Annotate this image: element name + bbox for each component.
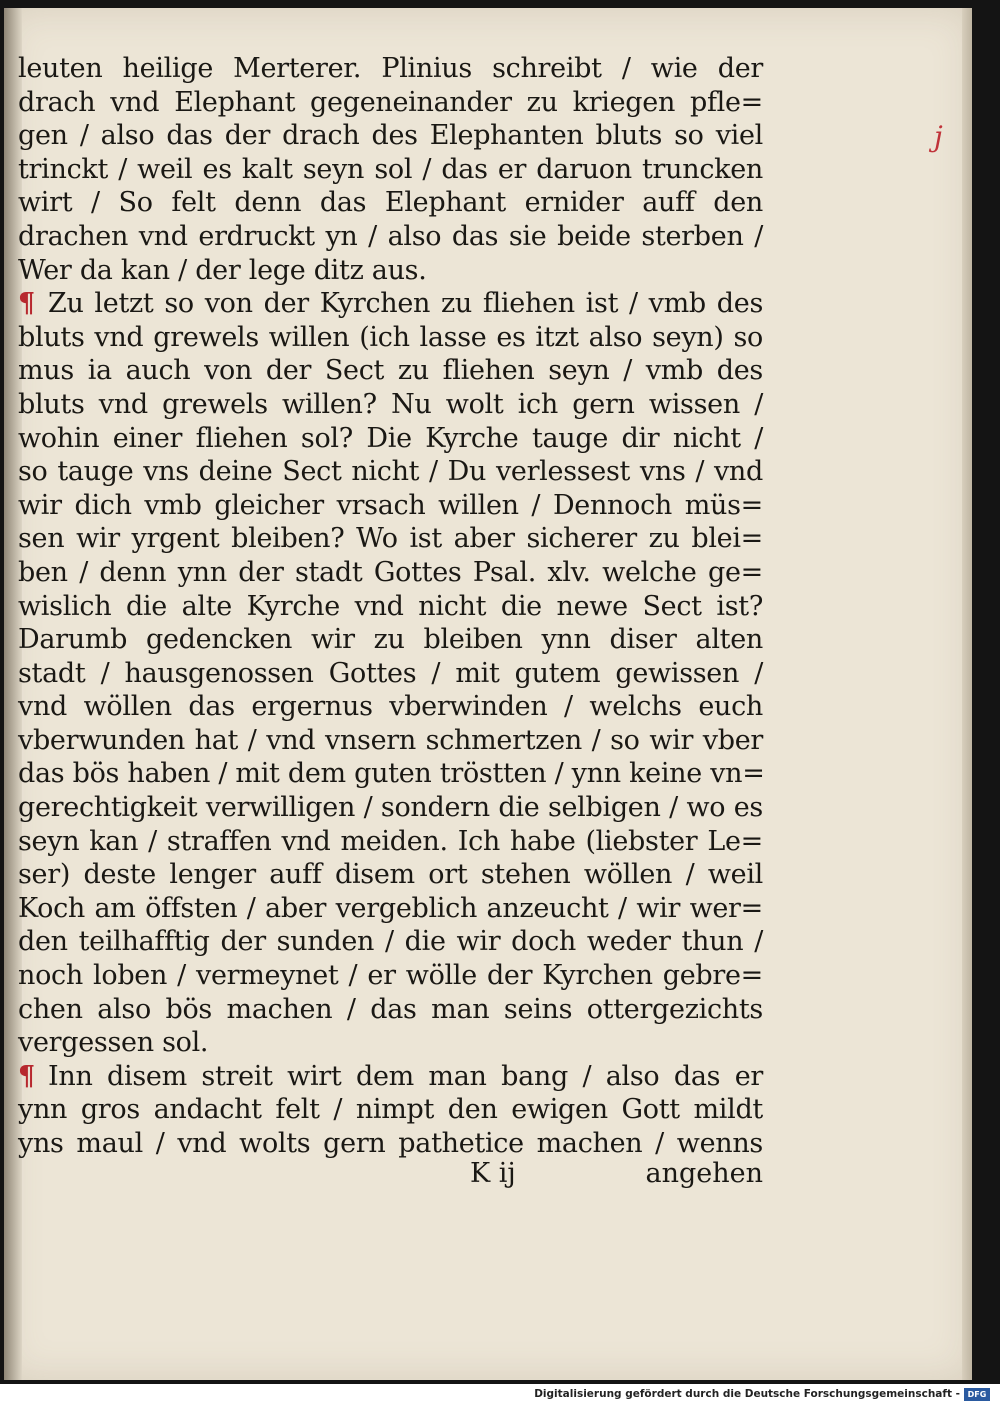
text-line: sen wir yrgent bleiben? Wo ist aber sicherer zu blei= [18,523,763,555]
footer [0,1384,1000,1405]
catchword: angehen [645,1158,763,1189]
text-line: trinckt / weil es kalt seyn sol / das er daruon truncken [18,153,763,185]
text-line: gen / also das der drach des Elephanten bluts so viel [18,120,763,152]
text-line: vberwunden hat / vnd vnsern schmertzen / so wir vber [18,724,763,756]
text-line: das bös haben / mit dem guten tröstten / ynn keine vn= [18,758,765,790]
text-line: ser) deste lenger auff disem ort stehen wöllen / weil [18,859,763,891]
text-line: ben / denn ynn der stadt Gottes Psal. xlv. welche ge= [18,556,763,588]
text-line: seyn kan / straffen vnd meiden. Ich habe (liebster Le= [18,825,763,857]
text-line: noch loben / vermeynet / er wölle der Kyrchen gebre= [18,960,763,992]
text-line: wislich die alte Kyrche vnd nicht die newe Sect ist? [18,590,763,622]
text-line: yns maul / vnd wolts gern pathetice machen / wenns [18,1128,763,1159]
text-line: bluts vnd grewels willen? Nu wolt ich gern wissen / [18,388,763,420]
body-text [18,52,763,1161]
paragraph-mark: ¶ [18,1060,35,1092]
text-line: wir dich vmb gleicher vrsach willen / Dennoch müs= [18,489,763,521]
page-edge [962,8,972,1380]
text-line: den teilhafftig der sunden / die wir doch weder thun / [18,926,763,958]
text-line: Inn disem streit wirt dem man bang / also das er [48,1060,763,1092]
margin-note: j [934,120,943,153]
text-line: ynn gros andacht felt / nimpt den ewigen Gott mildt [18,1094,763,1126]
text-line: Darumb gedencken wir zu bleiben ynn diser alten [18,624,763,656]
text-line: so tauge vns deine Sect nicht / Du verlessest vns / vnd [18,456,763,488]
text-line: Wer da kan / der lege ditz aus. [18,254,427,286]
book-page [4,8,972,1380]
paragraph-line [18,287,763,321]
text-line: wirt / So felt denn das Elephant ernider auff den [18,187,763,219]
text-line: gerechtigkeit verwilligen / sondern die selbigen / wo es [18,792,763,824]
signature-line [18,1158,763,1194]
text-line: vnd wöllen das ergernus vberwinden / welchs euch [18,691,763,723]
text-line: leuten heilige Merterer. Plinius schreibt / wie der [18,53,763,84]
signature-mark: K ij [470,1158,516,1189]
paragraph-line [18,1060,763,1094]
text-line: drach vnd Elephant gegeneinander zu kriegen pfle= [18,86,763,118]
text-line: stadt / hausgenossen Gottes / mit gutem gewissen / [18,657,763,689]
dfg-logo-icon: DFG [964,1388,990,1401]
text-line: bluts vnd grewels willen (ich lasse es itzt also seyn) so [18,321,763,353]
text-line: chen also bös machen / das man seins ottergezichts [18,993,763,1025]
text-line: vergessen sol. [18,1027,209,1059]
text-line: wohin einer fliehen sol? Die Kyrche tauge dir nicht / [18,422,763,454]
text-line: drachen vnd erdruckt yn / also das sie beide sterben / [18,220,763,252]
text-line: Koch am öffsten / aber vergeblich anzeucht / wir wer= [18,892,763,924]
paragraph-mark: ¶ [18,288,35,320]
text-line: mus ia auch von der Sect zu fliehen seyn / vmb des [18,355,763,387]
funding-credit: Digitalisierung gefördert durch die Deutsche Forschungsgemeinschaft - [534,1388,960,1400]
text-line: Zu letzt so von der Kyrchen zu fliehen ist / vmb des [48,288,763,320]
